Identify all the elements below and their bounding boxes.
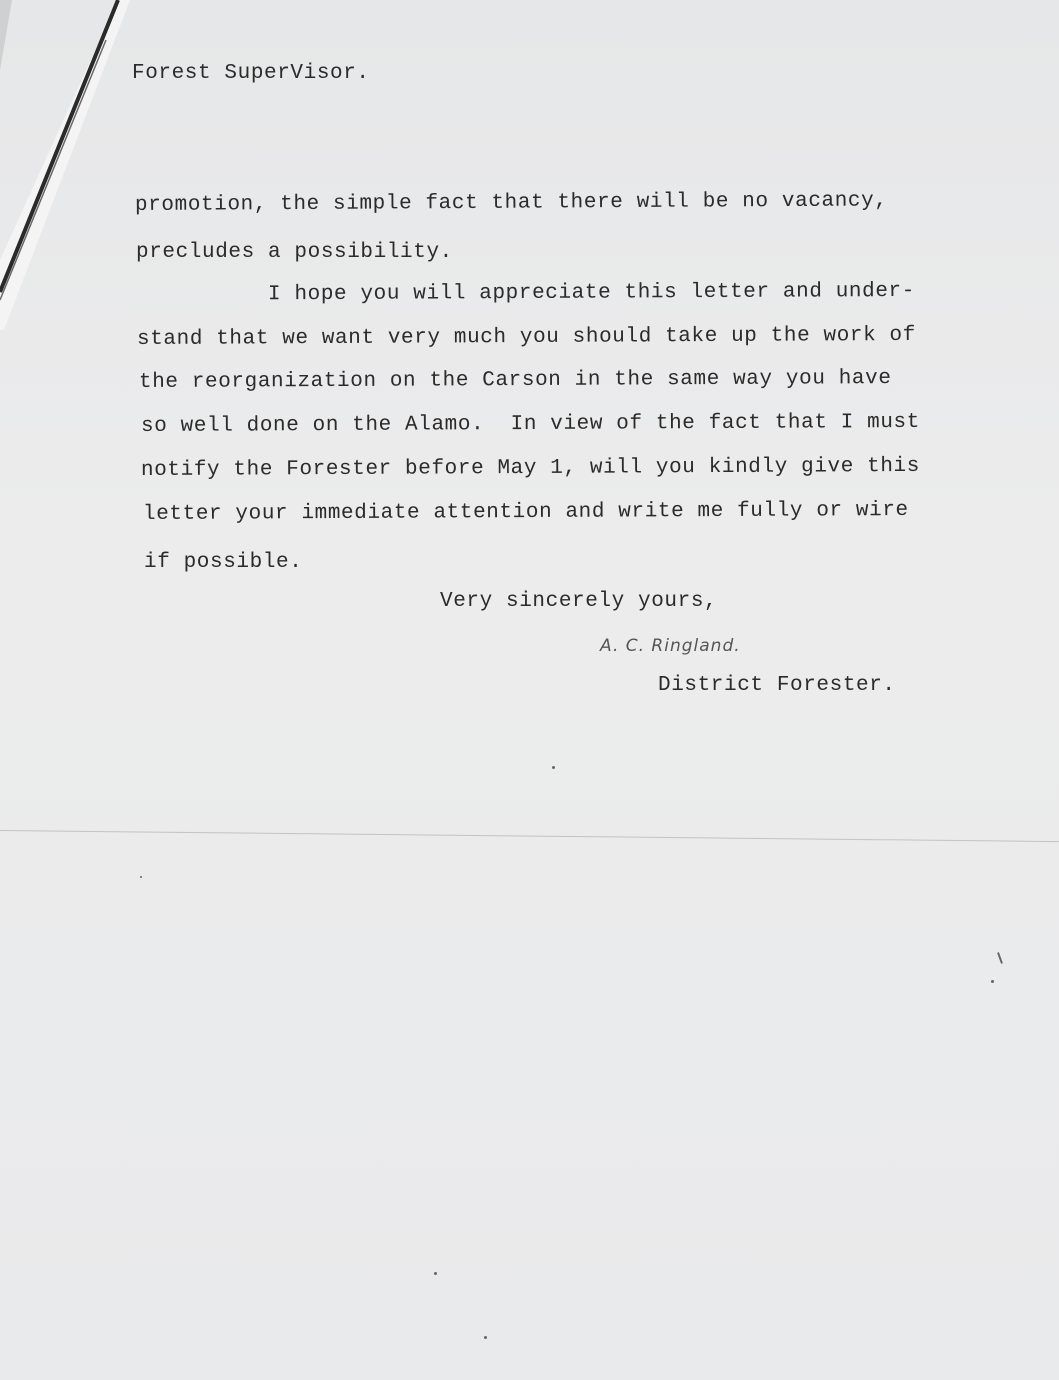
body-line-9: if possible. <box>144 551 303 574</box>
closing: Very sincerely yours, <box>440 590 718 613</box>
body-line-3: I hope you will appreciate this letter and under- <box>135 279 915 307</box>
paper-speck <box>552 766 555 769</box>
body-line-4: stand that we want very much you should take up the work of <box>136 323 916 351</box>
body-line-1: promotion, the simple fact that there will be no vacancy, <box>134 189 888 217</box>
body-line-2: precludes a possibility. <box>136 241 453 264</box>
body-line-5: the reorganization on the Carson in the same way you have <box>138 367 892 394</box>
body-line-6: so well done on the Alamo. In view of the fact that I must <box>140 410 920 438</box>
addressee: Forest SuperVisor. <box>132 62 370 85</box>
body-line-7: notify the Forester before May 1, will you kindly give this <box>140 454 920 482</box>
paper-speck <box>434 1272 437 1275</box>
paper-speck <box>140 876 142 878</box>
paper-speck <box>997 952 1003 964</box>
body-line-8: letter your immediate attention and write me fully or wire <box>142 498 909 526</box>
page-edge-shadow <box>0 0 140 330</box>
signer-title: District Forester. <box>658 674 896 697</box>
fold-crease <box>0 830 1059 842</box>
signature: A. C. Ringland. <box>600 636 741 656</box>
paper-speck <box>484 1336 487 1339</box>
paper-speck <box>991 980 994 983</box>
